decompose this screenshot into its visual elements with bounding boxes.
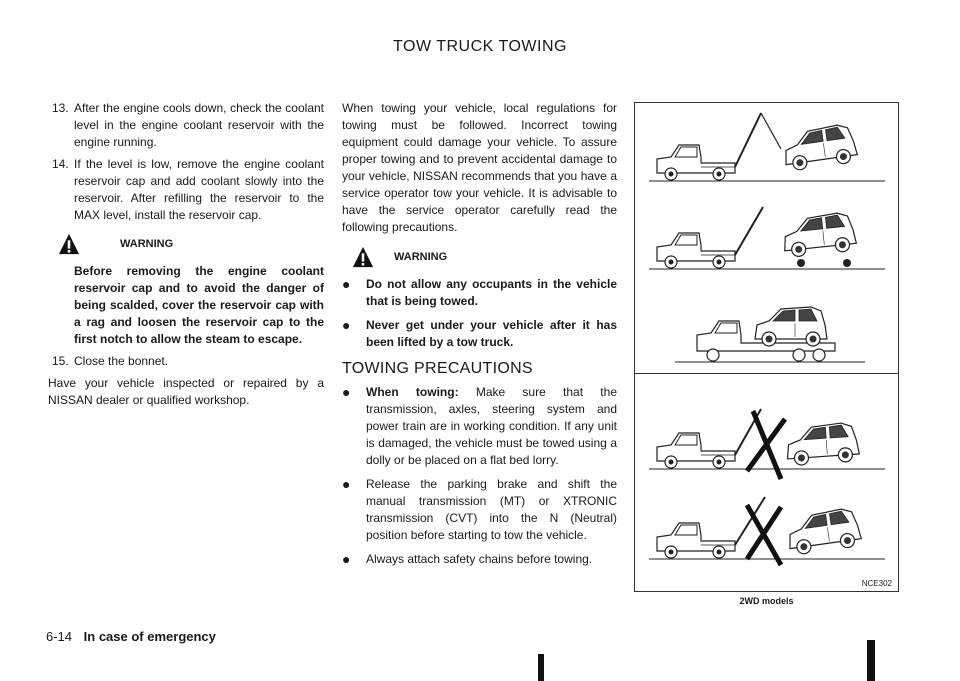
step-number: 14. xyxy=(52,157,69,171)
figure-caption: 2WD models xyxy=(739,596,794,606)
scene-flatbed xyxy=(675,307,865,362)
warning-icon xyxy=(352,246,374,268)
step-number: 13. xyxy=(52,101,69,115)
page-number: 6-14 xyxy=(46,629,73,644)
figure-divider xyxy=(635,373,898,374)
page-header: TOW TRUCK TOWING xyxy=(393,38,567,55)
bullet-icon: ● xyxy=(342,384,351,400)
page-footer xyxy=(46,629,216,644)
precaution-item: ● When towing: Make sure that the transmission, axles, steering system and power train are in working condition. If any unit is damaged, the vehicle must be towed using a dolly or be placed on a flat bed lorry. xyxy=(342,384,617,467)
step-text: If the level is low, remove the engine coolant reservoir cap and add coolant slowly into the reservoir. After refilling the reservoir to the MAX level, install the reservoir cap. xyxy=(74,157,324,222)
warning-label: WARNING xyxy=(120,237,174,250)
bullet-icon: ● xyxy=(342,551,351,567)
warning-label: WARNING xyxy=(394,250,448,263)
right-column xyxy=(342,100,617,575)
step-15 xyxy=(48,353,324,370)
step-text: After the engine cools down, check the coolant level in the engine coolant reservoir with the engine running. xyxy=(74,101,324,149)
step-text: Close the bonnet. xyxy=(74,354,169,368)
warning-item: ● Do not allow any occupants in the vehicle that is being towed. xyxy=(342,276,617,308)
section-name: In case of emergency xyxy=(83,629,216,644)
warning-text: Before removing the engine coolant reservoir cap and to avoid the danger of being scalded, cover the reservoir cap with a rag and loosen the reservoir cap to the first notch to allow the steam to escape. xyxy=(74,264,324,346)
figure-code: NCE302 xyxy=(861,579,892,588)
bullet-icon: ● xyxy=(342,476,351,492)
step-14 xyxy=(48,156,324,224)
warning-list xyxy=(342,276,617,351)
warning-item: ● Never get under your vehicle after it has been lifted by a tow truck. xyxy=(342,317,617,349)
bullet-icon: ● xyxy=(342,276,351,292)
precaution-item: ● Always attach safety chains before towing. xyxy=(342,551,593,567)
section-title: TOWING PRECAUTIONS xyxy=(342,360,533,377)
bullet-icon: ● xyxy=(342,317,351,333)
crop-mark xyxy=(538,654,544,681)
precaution-list xyxy=(342,384,617,568)
precaution-item: ● Release the parking brake and shift the manual transmission (MT) or XTRONIC transmission (CVT) into the N (Neutral) position before starting to tow the vehicle. xyxy=(342,476,617,542)
scene-dolly xyxy=(649,207,885,269)
crop-mark xyxy=(867,640,875,681)
towing-figure xyxy=(634,102,899,592)
step-13 xyxy=(48,100,324,151)
left-column xyxy=(48,100,324,414)
scene-incorrect-2 xyxy=(649,497,885,565)
step-number: 15. xyxy=(52,354,69,368)
warning-icon xyxy=(58,233,80,255)
scene-wheel-lift xyxy=(649,113,885,181)
intro-paragraph: When towing your vehicle, local regulations for towing must be followed. Incorrect towing equipment could damage your vehicle. To assure proper towing and to prevent accidental damage to your vehicle, NISSAN recommends that you have a service operator tow your vehicle. It is advisable to have the service operator carefully read the following precautions. xyxy=(342,101,617,234)
towing-illustration xyxy=(635,103,898,591)
closing-paragraph: Have your vehicle inspected or repaired by a NISSAN dealer or qualified workshop. xyxy=(48,376,324,407)
warning-header xyxy=(48,229,324,259)
scene-incorrect-1 xyxy=(649,409,885,479)
warning-header xyxy=(342,242,617,272)
